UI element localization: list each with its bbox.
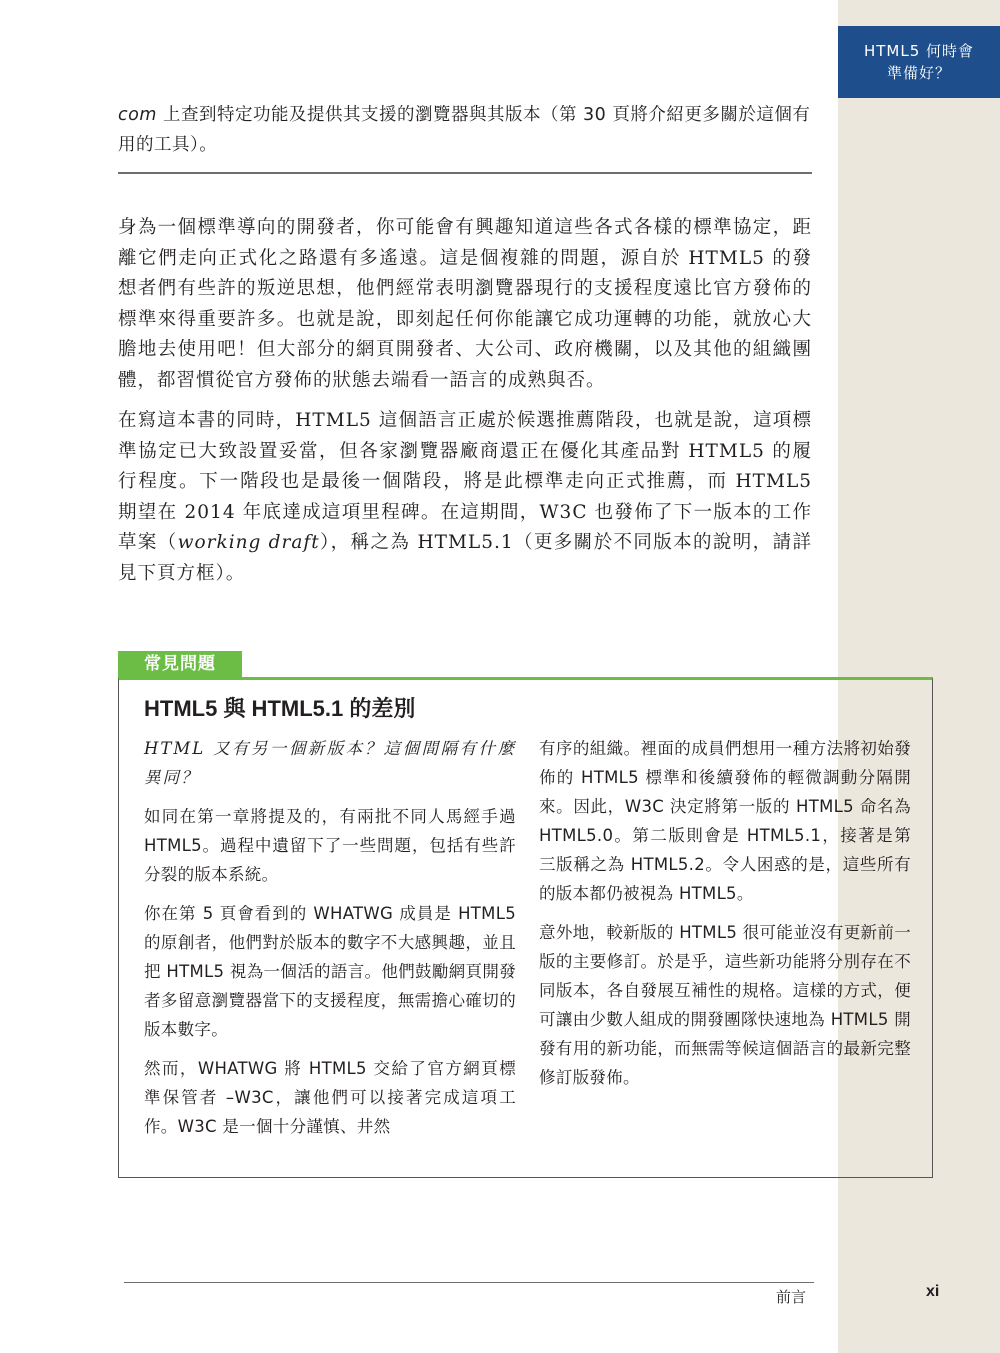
faq-label: 常見問題 [118,651,242,678]
chapter-tab-line-2: 準備好？ [886,64,951,82]
chapter-tab [838,26,1000,98]
faq-right-paragraph-2: 意外地，較新版的 HTML5 很可能並沒有更新前一版的主要修訂。於是乎，這些新功能將分別存在不同版本，各自發展互補性的規格。這樣的方式，便可讓由少數人組成的開發團隊快速地為 HTML5 開發有用的新功能，而無需等候這個語言的最新完整修訂版發佈。 [539,923,911,1087]
body-paragraph-1: 身為一個標準導向的開發者，你可能會有興趣知道這些各式各樣的標準協定，距離它們走向正式化之路還有多遙遠。這是個複雜的問題，源自於 HTML5 的發想者們有些許的叛逆思想，他們經常表明瀏覽器現行的支援程度遠比官方發佈的標準來得重要許多。也就是說，即刻起任何你能讓它成功運轉的功能，就放心大膽地去使用吧！但大部分的網頁開發者、大公司、政府機關，以及其他的組織團體，都習慣從官方發佈的狀態去端看一語言的成熟與否。 [118,217,812,391]
faq-title: HTML5 與 HTML5.1 的差別 [144,696,416,721]
faq-left-paragraph-3: 然而，WHATWG 將 HTML5 交給了官方網頁標準保管者 –W3C，讓他們可以接著完成這項工作。W3C 是一個十分謹慎、井然 [144,1059,516,1136]
body-paragraph-2-end: ），稱之為 HTML5.1（更多關於不同版本的說明，請詳見下頁方框）。 [118,532,812,584]
intro-paragraph [118,100,812,160]
faq-left-paragraph-1: 如同在第一章將提及的，有兩批不同人馬經手過 HTML5。過程中遺留下了一些問題，包括有些許分裂的版本系統。 [144,807,516,884]
body-paragraph-2 [118,406,812,589]
footer-divider [124,1282,814,1283]
footer-section-label: 前言 [776,1288,807,1306]
intro-text: 上查到特定功能及提供其支援的瀏覽器與其版本（第 30 頁將介紹更多關於這個有用的工具）。 [118,105,811,155]
page-number: xi [926,1283,940,1300]
faq-left-column [144,734,516,1151]
faq-left-paragraph-2: 你在第 5 頁會看到的 WHATWG 成員是 HTML5 的原創者，他們對於版本的數字不大感興趣，並且把 HTML5 視為一個活的語言。他們鼓勵網頁開發者多留意瀏覽器當下的支援程度，無需擔心確切的版本數字。 [144,904,516,1039]
body-paragraph-2-emphasis: working draft [177,532,320,553]
chapter-tab-line-1: HTML5 何時會 [863,42,975,60]
body-text [118,213,812,599]
body-paragraph-2-start: 在寫這本書的同時，HTML5 這個語言正處於候選推薦階段，也就是說，這項標準協定已大致設置妥當，但各家瀏覽器廠商還正在優化其產品對 HTML5 的履行程度。下一階段也是最後一個階段，將是此標準走向正式推薦，而 HTML5 期望在 2014 年底達成這項里程碑。在這期間，W3C 也發佈了下一版本的工作草案（ [118,410,812,553]
faq-right-paragraph-1: 有序的組織。裡面的成員們想用一種方法將初始發佈的 HTML5 標準和後續發佈的輕微調動分隔開來。因此，W3C 決定將第一版的 HTML5 命名為 HTML5.0。第二版則會是 HTML5.1，接著是第三版稱之為 HTML5.2。令人困惑的是，這些所有的版本都仍被視為 HTML5。 [539,739,911,903]
faq-question: HTML 又有另一個新版本？這個間隔有什麼異同？ [144,739,516,787]
intro-code-word: com [118,105,157,125]
faq-right-column [539,734,911,1102]
section-divider [118,172,812,174]
